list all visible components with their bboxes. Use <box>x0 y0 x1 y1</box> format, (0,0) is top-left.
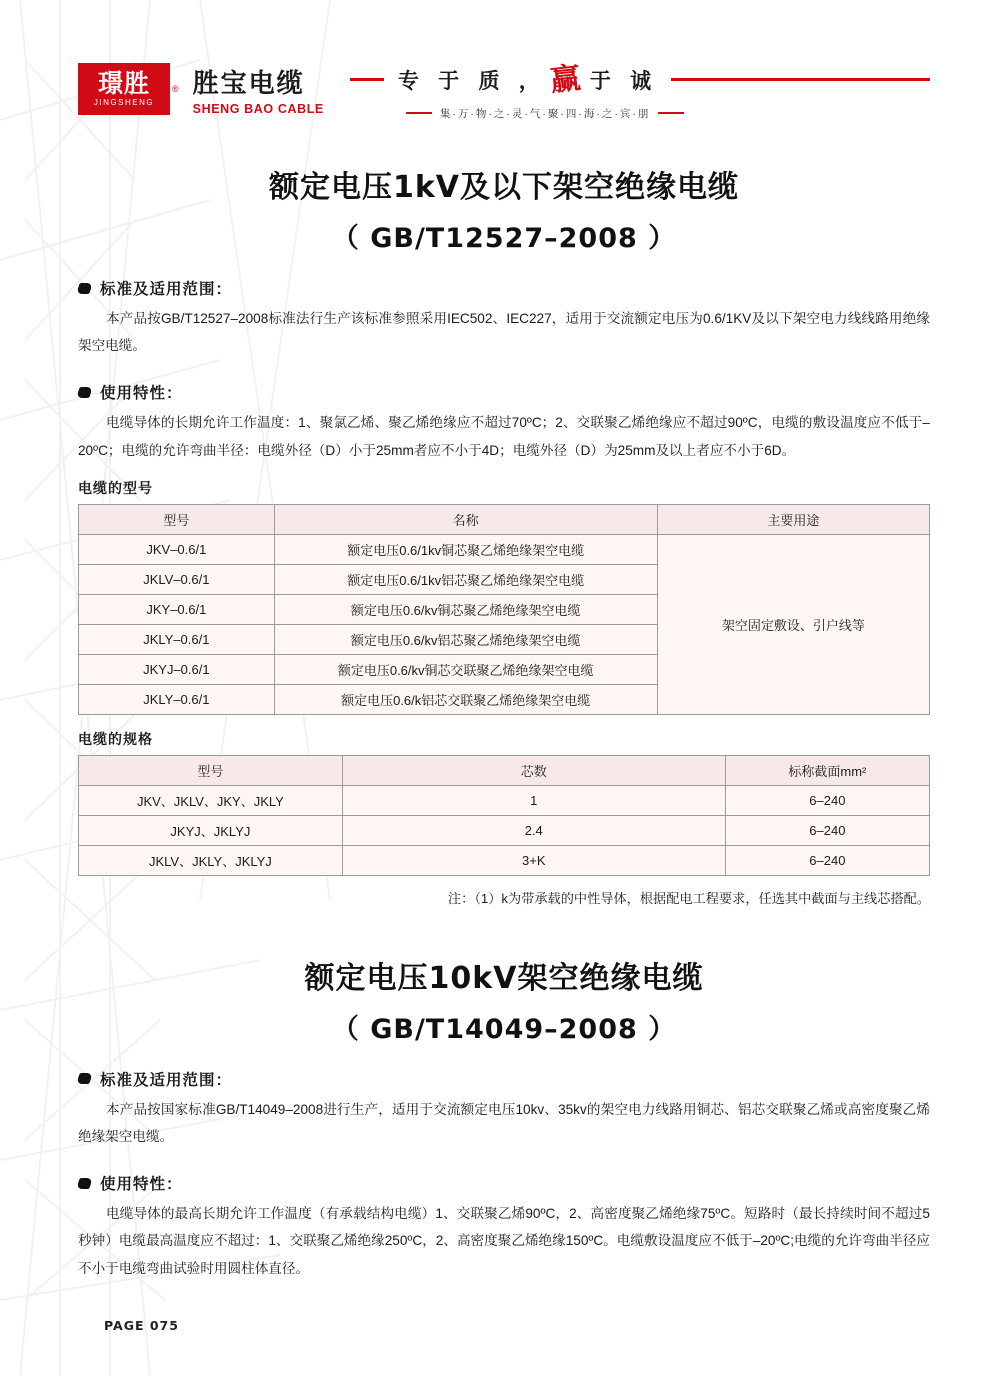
page-header <box>78 0 930 120</box>
cell-model: JKLV、JKLY、JKLYJ <box>79 845 343 875</box>
section2-feature-text: 电缆导体的最高长期允许工作温度（有承载结构电缆）1、交联聚乙烯90ºC，2、高密度聚乙烯绝缘75ºC。短路时（最长持续时间不超过5秒钟）电缆最高温度应不超过：1、交联聚乙烯绝缘250ºC，2、高密度聚乙烯绝缘150ºC。电缆敷设温度应不低于–20ºC;电缆的允许弯曲半径应不小于电缆弯曲试验时用圆柱体直径。 <box>78 1206 930 1276</box>
bullet-diamond-icon <box>76 283 93 294</box>
table-header-row <box>79 755 930 785</box>
sub-slogan-bar-right-icon <box>658 112 684 114</box>
section2-title-line2: （ GB/T14049–2008 ） <box>331 1013 677 1045</box>
table-row <box>79 815 930 845</box>
col-header-cores: 芯数 <box>342 755 725 785</box>
cell-name: 额定电压0.6/kv铜芯聚乙烯绝缘架空电缆 <box>274 594 657 624</box>
cell-model: JKLY–0.6/1 <box>79 624 275 654</box>
cell-usage-merged: 架空固定敷设、引户线等 <box>657 534 929 714</box>
cell-name: 额定电压0.6/kv铜芯交联聚乙烯绝缘架空电缆 <box>274 654 657 684</box>
col-header-name: 名称 <box>274 504 657 534</box>
registered-mark-icon: ® <box>172 84 179 94</box>
sub-slogan-bar-left-icon <box>406 112 432 114</box>
cell-section: 6–240 <box>725 785 929 815</box>
section1-standard-text: 本产品按GB/T12527–2008标准法行生产该标准参照采用IEC502、IEC227，适用于交流额定电压为0.6/1KV及以下架空电力线线路用绝缘架空电缆。 <box>78 311 930 354</box>
cell-cores: 3+K <box>342 845 725 875</box>
cell-model: JKLY–0.6/1 <box>79 684 275 714</box>
cell-cores: 1 <box>342 785 725 815</box>
table-row <box>79 845 930 875</box>
slogan-part1: 专 于 质 ， <box>397 68 546 93</box>
section1-feature-heading <box>78 381 930 403</box>
cell-name: 额定电压0.6/1kv铝芯聚乙烯绝缘架空电缆 <box>274 564 657 594</box>
slogan-rule-left-icon <box>350 78 384 81</box>
section1-model-table-label: 电缆的型号 <box>78 479 153 496</box>
page-number: PAGE 075 <box>104 1318 179 1333</box>
section1-standard-heading <box>78 277 930 299</box>
bullet-diamond-icon <box>76 1178 93 1189</box>
cell-model: JKY–0.6/1 <box>79 594 275 624</box>
slogan-block <box>350 58 930 121</box>
section1-spec-table-label: 电缆的规格 <box>78 730 153 747</box>
slogan-part2: 于 诚 <box>589 68 658 93</box>
section2-standard-heading <box>78 1068 930 1090</box>
section1-feature-heading-text: 使用特性： <box>100 385 183 403</box>
cell-name: 额定电压0.6/k铝芯交联聚乙烯绝缘架空电缆 <box>274 684 657 714</box>
cell-cores: 2.4 <box>342 815 725 845</box>
brand-en-name: SHENG BAO CABLE <box>192 101 324 116</box>
section1-title-line1: 额定电压1kV及以下架空绝缘电缆 <box>268 170 740 205</box>
col-header-model: 型号 <box>79 755 343 785</box>
section2-feature-heading-text: 使用特性： <box>100 1176 183 1194</box>
logo-mark-icon <box>78 63 170 115</box>
section2-standard-text: 本产品按国家标准GB/T14049–2008进行生产，适用于交流额定电压10kv、35kv的架空电力线路用铜芯、铝芯交联聚乙烯或高密度聚乙烯绝缘架空电缆。 <box>78 1101 930 1144</box>
bullet-diamond-icon <box>76 387 93 398</box>
table-header-row <box>79 504 930 534</box>
section2-feature-heading <box>78 1172 930 1194</box>
cell-model: JKV–0.6/1 <box>79 534 275 564</box>
section2-title-line1: 额定电压10kV架空绝缘电缆 <box>304 960 704 996</box>
section1-title-line2: （ GB/T12527–2008 ） <box>331 223 677 254</box>
section1-note: 注：（1）k为带承载的中性导体，根据配电工程要求，任选其中截面与主线芯搭配。 <box>447 890 930 906</box>
slogan-rule-right-icon <box>671 78 930 81</box>
section1-title <box>78 162 930 255</box>
sub-slogan-text: 集·万·物·之·灵·气·聚·四·海·之·宾·朋 <box>439 107 651 120</box>
section1-feature-text: 电缆导体的长期允许工作温度：1、聚氯乙烯、聚乙烯绝缘应不超过70ºC；2、交联聚乙烯绝缘应不超过90ºC，电缆的敷设温度应不低于–20ºC；电缆的允许弯曲半径：电缆外径（D）小于25mm者应不小于4D；电缆外径（D）为25mm及以上者应不小于6D。 <box>78 415 930 458</box>
section2-standard-heading-text: 标准及适用范围： <box>100 1071 233 1089</box>
section2-title <box>78 953 930 1046</box>
cell-section: 6–240 <box>725 815 929 845</box>
cell-model: JKYJ、JKLYJ <box>79 815 343 845</box>
cell-section: 6–240 <box>725 845 929 875</box>
sub-slogan-line <box>398 106 930 121</box>
table-row <box>79 785 930 815</box>
cable-model-table <box>78 504 930 715</box>
col-header-usage: 主要用途 <box>657 504 929 534</box>
cable-spec-table <box>78 755 930 876</box>
slogan-win-character: 赢 <box>548 59 588 99</box>
brand-cn-name: 胜宝电缆 <box>192 68 305 99</box>
section1-standard-heading-text: 标准及适用范围： <box>100 281 233 298</box>
logo-cn-text: 璟胜 <box>97 69 150 98</box>
cell-name: 额定电压0.6/kv铝芯聚乙烯绝缘架空电缆 <box>274 624 657 654</box>
cell-model: JKYJ–0.6/1 <box>79 654 275 684</box>
slogan-line <box>350 58 930 102</box>
cell-model: JKLV–0.6/1 <box>79 564 275 594</box>
cell-model: JKV、JKLV、JKY、JKLY <box>79 785 343 815</box>
logo-en-text: JINGSHENG <box>93 98 155 107</box>
col-header-model: 型号 <box>79 504 275 534</box>
col-header-section: 标称截面mm² <box>725 755 929 785</box>
table-row <box>79 534 930 564</box>
cell-name: 额定电压0.6/1kv铜芯聚乙烯绝缘架空电缆 <box>274 534 657 564</box>
company-logo <box>78 63 324 116</box>
bullet-diamond-icon <box>76 1073 93 1084</box>
brand-text <box>193 63 324 116</box>
